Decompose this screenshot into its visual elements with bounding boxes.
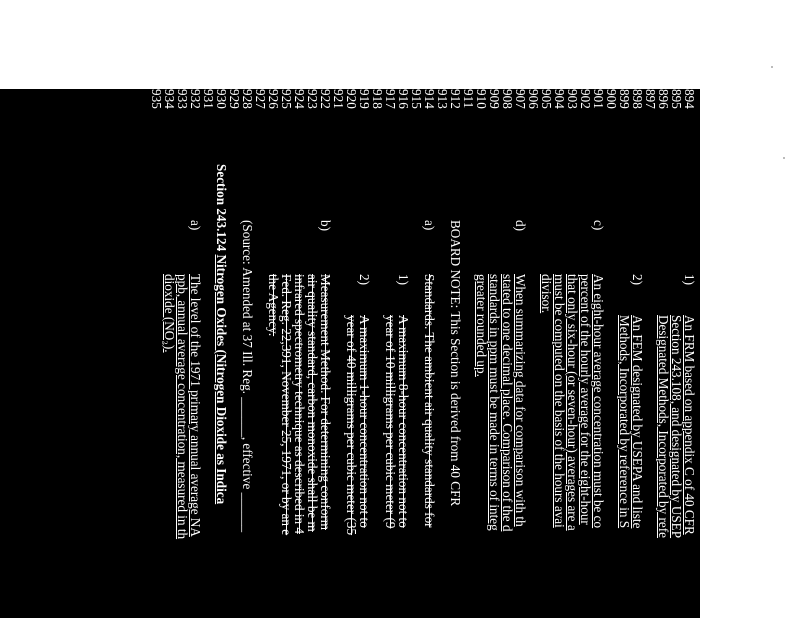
- line-number: 894: [682, 89, 697, 109]
- item-marker: a): [188, 220, 203, 231]
- board-note: BOARD NOTE: This Section is derived from 40 CFR: [448, 220, 463, 507]
- line-number: 909: [487, 89, 502, 109]
- scanned-page: [0, 89, 700, 618]
- line-number: 921: [331, 89, 346, 109]
- line-text: A maximum 1-hour concentration not to: [357, 315, 372, 528]
- line-number: 898: [630, 89, 645, 109]
- line-number: 916: [396, 89, 411, 109]
- line-number: 913: [435, 89, 450, 109]
- line-text: standards in ppm must be made in terms of integ: [487, 274, 502, 531]
- item-marker: a): [422, 220, 437, 231]
- scan-speck: [783, 157, 785, 159]
- line-text: infrared spectrometry technique as described in 4: [292, 274, 307, 534]
- line-number: 934: [162, 89, 177, 109]
- line-text: When summarizing data for comparison with th: [513, 274, 528, 527]
- line-number: 929: [227, 89, 242, 109]
- line-text: Fed. Reg. 22,391, November 25, 1971, or by an e: [279, 274, 294, 536]
- line-text: An FEM designated by USEPA and liste: [630, 315, 645, 529]
- line-text: the Agency.: [266, 274, 281, 337]
- item-marker: b): [318, 220, 333, 231]
- line-number: 899: [617, 89, 632, 109]
- item-marker: d): [513, 220, 528, 231]
- item-marker: 2): [357, 274, 372, 285]
- line-text: An eight-hour average concentration must be co: [591, 274, 606, 529]
- line-number: 896: [656, 89, 671, 109]
- line-text: divisor.: [539, 274, 554, 314]
- line-number: 927: [253, 89, 268, 109]
- line-text: An FRM based on appendix C of 40 CFR: [682, 315, 697, 535]
- line-number: 900: [604, 89, 619, 109]
- item-marker: 1): [396, 274, 411, 285]
- line-text: that only six-hour (or seven-hour) averages are a: [565, 274, 580, 531]
- line-text: Measurement Method. For determining conform: [318, 274, 333, 530]
- item-marker: c): [591, 220, 606, 231]
- line-text: greater rounded up.: [474, 274, 489, 377]
- line-number: 933: [175, 89, 190, 109]
- line-number: 902: [578, 89, 593, 109]
- line-text: stated to one decimal place. Comparison of the d: [500, 274, 515, 532]
- line-number: 905: [539, 89, 554, 109]
- section-heading: Section 243.124 Nitrogen Oxides (Nitrogen Dioxide as Indica: [214, 164, 229, 505]
- line-number: 928: [240, 89, 255, 109]
- line-number: 907: [513, 89, 528, 109]
- rotated-document-page: [0, 89, 700, 618]
- item-marker: 1): [682, 274, 697, 285]
- line-number: 912: [448, 89, 463, 109]
- line-number: 903: [565, 89, 580, 109]
- line-text: Section 243.108, and designated by USEP: [669, 315, 684, 539]
- line-number: 930: [214, 89, 229, 109]
- section-title: Nitrogen Oxides (Nitrogen Dioxide as Indica: [214, 254, 229, 505]
- line-text: percent of the hourly average for the eight-hour: [578, 274, 593, 525]
- line-text: year of 10 milligrams per cubic meter (9: [383, 315, 398, 529]
- line-text: dioxide (NO₂).: [162, 274, 177, 353]
- line-number: 920: [344, 89, 359, 109]
- line-number: 906: [526, 89, 541, 109]
- line-number: 923: [305, 89, 320, 109]
- line-number: 910: [474, 89, 489, 109]
- line-number: 925: [279, 89, 294, 109]
- line-number: 911: [461, 89, 476, 109]
- line-text: ppb, annual average concentration, measured in th: [175, 274, 190, 540]
- line-number: 895: [669, 89, 684, 109]
- line-number: 926: [266, 89, 281, 109]
- line-number: 924: [292, 89, 307, 109]
- line-number: 908: [500, 89, 515, 109]
- line-number: 917: [383, 89, 398, 109]
- source-note: (Source: Amended at 37 Ill. Reg. ______, effective ______: [240, 220, 255, 533]
- line-text: Standards. The ambient air quality standards for: [422, 274, 437, 528]
- line-number: 918: [370, 89, 385, 109]
- line-text: The level of the 1971 primary annual average NA: [188, 274, 203, 537]
- line-text: Methods, Incorporated by reference in S: [617, 315, 632, 529]
- line-number: 904: [552, 89, 567, 109]
- line-number: 922: [318, 89, 333, 109]
- item-marker: 2): [630, 274, 645, 285]
- line-number: 919: [357, 89, 372, 109]
- scan-speck: [771, 66, 773, 68]
- line-text: A maximum 8-hour concentration not to: [396, 315, 411, 528]
- line-number: 935: [149, 89, 164, 109]
- line-text: must be computed on the basis of the hours avai: [552, 274, 567, 528]
- line-number: 932: [188, 89, 203, 109]
- line-number: 931: [201, 89, 216, 109]
- line-text: Designated Methods, Incorporated by refe: [656, 315, 671, 539]
- line-number: 915: [409, 89, 424, 109]
- line-text: year of 40 milligrams per cubic meter (35: [344, 315, 359, 536]
- line-number: 897: [643, 89, 658, 109]
- line-text: air quality standard, carbon monoxide shall be m: [305, 274, 320, 532]
- line-number: 914: [422, 89, 437, 109]
- line-number: 901: [591, 89, 606, 109]
